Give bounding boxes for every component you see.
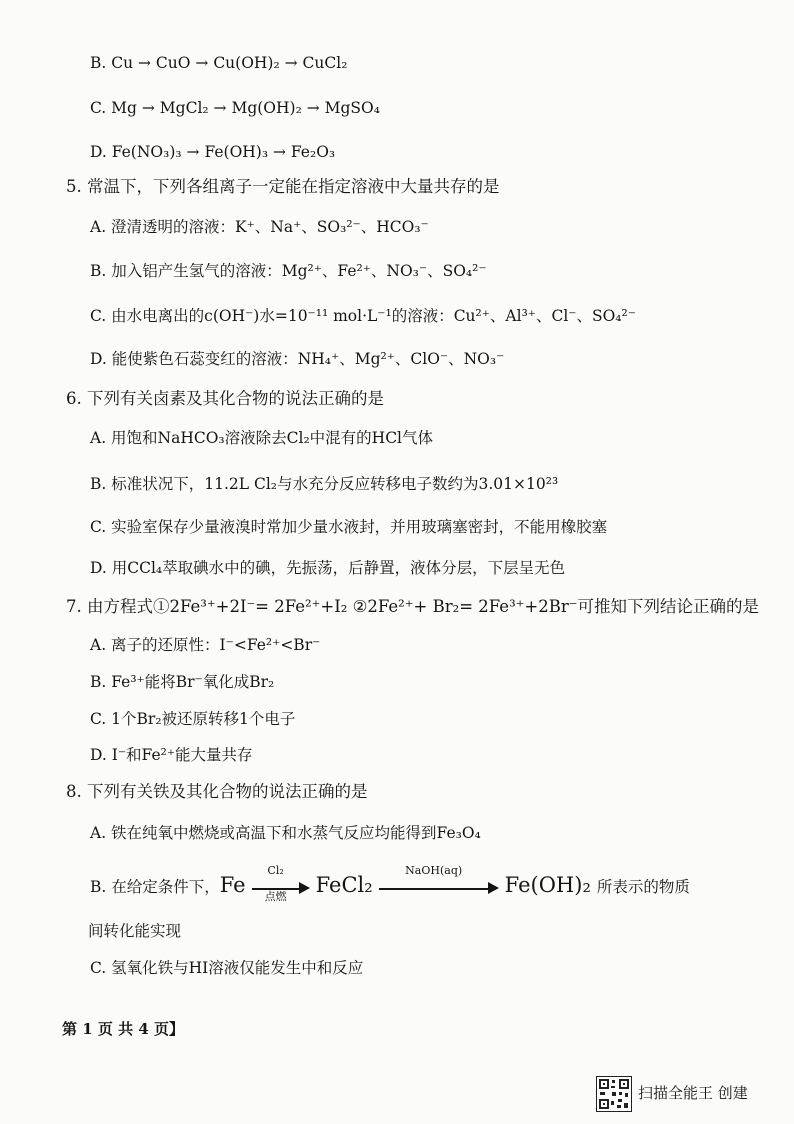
option-6d: D. 用CCl₄萃取碘水中的碘，先振荡，后静置，液体分层，下层呈无色 bbox=[90, 559, 566, 577]
option-6a: A. 用饱和NaHCO₃溶液除去Cl₂中混有的HCl气体 bbox=[90, 429, 434, 447]
qr-code-icon bbox=[596, 1076, 632, 1112]
option-8b bbox=[90, 864, 690, 903]
option-4d: D. Fe(NO₃)₃ → Fe(OH)₃ → Fe₂O₃ bbox=[90, 143, 336, 161]
option-5c: C. 由水电离出的c(OH⁻)水=10⁻¹¹ mol·L⁻¹的溶液：Cu²⁺、Al³⁺、Cl⁻、SO₄²⁻ bbox=[90, 307, 636, 325]
arrow-1-reagent: Cl₂ bbox=[267, 864, 284, 877]
option-8b-prefix: B. 在给定条件下， bbox=[90, 878, 220, 896]
option-8a: A. 铁在纯氧中燃烧或高温下和水蒸气反应均能得到Fe₃O₄ bbox=[90, 824, 481, 842]
option-7a: A. 离子的还原性：I⁻<Fe²⁺<Br⁻ bbox=[90, 636, 321, 654]
option-8b-suffix: 所表示的物质 bbox=[596, 878, 690, 896]
product-feoh2: Fe(OH)₂ bbox=[504, 873, 591, 897]
arrow-2-reagent: NaOH(aq) bbox=[405, 864, 463, 877]
arrow-1-condition: 点燃 bbox=[264, 890, 287, 903]
option-6b: B. 标准状况下，11.2L Cl₂与水充分反应转移电子数约为3.01×10²³ bbox=[90, 475, 559, 493]
page-footer: 第 1 页 共 4 页】 bbox=[62, 1020, 184, 1038]
option-4c: C. Mg → MgCl₂ → Mg(OH)₂ → MgSO₄ bbox=[90, 99, 380, 117]
option-7c: C. 1个Br₂被还原转移1个电子 bbox=[90, 710, 296, 728]
option-5b: B. 加入铝产生氢气的溶液：Mg²⁺、Fe²⁺、NO₃⁻、SO₄²⁻ bbox=[90, 262, 487, 280]
reactant-fe: Fe bbox=[219, 873, 246, 897]
option-5a: A. 澄清透明的溶液：K⁺、Na⁺、SO₃²⁻、HCO₃⁻ bbox=[90, 218, 429, 236]
reaction-arrow-2 bbox=[379, 864, 499, 899]
option-8b-continued: 间转化能实现 bbox=[88, 922, 182, 940]
question-5: 5. 常温下，下列各组离子一定能在指定溶液中大量共存的是 bbox=[66, 177, 500, 196]
question-6: 6. 下列有关卤素及其化合物的说法正确的是 bbox=[66, 389, 384, 408]
question-8: 8. 下列有关铁及其化合物的说法正确的是 bbox=[66, 782, 368, 801]
option-7b: B. Fe³⁺能将Br⁻氧化成Br₂ bbox=[90, 673, 275, 691]
option-7d: D. I⁻和Fe²⁺能大量共存 bbox=[90, 746, 253, 764]
option-8c: C. 氢氧化铁与HI溶液仅能发生中和反应 bbox=[90, 959, 364, 977]
option-4b: B. Cu → CuO → Cu(OH)₂ → CuCl₂ bbox=[90, 54, 348, 72]
product-fecl2: FeCl₂ bbox=[315, 873, 373, 897]
reaction-arrow-1 bbox=[252, 864, 310, 903]
scanner-watermark: 扫描全能王 创建 bbox=[638, 1084, 748, 1102]
option-5d: D. 能使紫色石蕊变红的溶液：NH₄⁺、Mg²⁺、ClO⁻、NO₃⁻ bbox=[90, 350, 505, 368]
option-6c: C. 实验室保存少量液溴时常加少量水液封，并用玻璃塞密封，不能用橡胶塞 bbox=[90, 518, 608, 536]
question-7: 7. 由方程式①2Fe³⁺+2I⁻= 2Fe²⁺+I₂ ②2Fe²⁺+ Br₂= 2Fe³⁺+2Br⁻可推知下列结论正确的是 bbox=[66, 597, 759, 616]
